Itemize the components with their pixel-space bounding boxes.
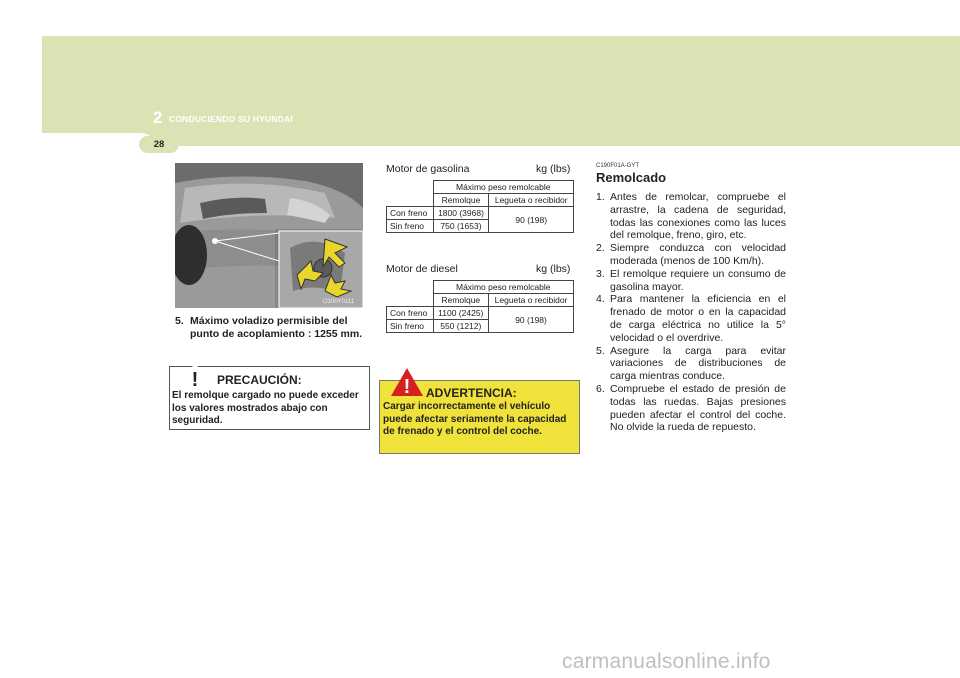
caution-triangle-icon — [178, 361, 212, 391]
table-row: Con freno 1100 (2425) 90 (198) — [387, 307, 574, 320]
list-item: 1. Antes de remolcar, compruebe el arrastre, la cadena de seguridad, todas las conexiones como las luces del remolque, freno, giro, etc. — [596, 191, 786, 242]
step5-number: 5. — [175, 315, 184, 327]
svg-text:!: ! — [191, 369, 199, 391]
gasoline-table-heading: Motor de gasolina — [386, 163, 470, 175]
section-code: C190F01A-GYT — [596, 163, 640, 169]
diesel-tow-table — [386, 280, 574, 333]
warning-box — [379, 376, 580, 454]
table-row: Con freno 1800 (3968) 90 (198) — [387, 207, 574, 220]
caution-box — [169, 366, 370, 430]
table-group-header: Máximo peso remolcable — [433, 181, 574, 194]
tongue-weight-value: 90 (198) — [489, 207, 574, 233]
car-rear-illustration — [175, 163, 363, 308]
col-header-trailer: Remolque — [433, 194, 489, 207]
header-band — [42, 36, 960, 146]
chapter-number: 2 — [153, 108, 163, 127]
table-group-header: Máximo peso remolcable — [433, 281, 574, 294]
caution-title: PRECAUCIÓN: — [217, 373, 302, 387]
diesel-table-unit: kg (lbs) — [536, 263, 571, 275]
watermark: carmanualsonline.info — [562, 650, 771, 673]
step5-text: Máximo voladizo permisible del punto de acoplamiento : 1255 mm. — [190, 315, 363, 340]
tongue-weight-value: 90 (198) — [489, 307, 574, 333]
list-item: 3. El remolque requiere un consumo de gasolina mayor. — [596, 267, 786, 293]
towing-section — [596, 163, 786, 434]
chapter-title: CONDUCIENDO SU HYUNDAI — [169, 114, 293, 124]
warning-triangle-icon — [390, 367, 424, 397]
caution-text: El remolque cargado no puede exceder los valores mostrados abajo con seguridad. — [172, 390, 359, 426]
list-item: 6. Compruebe el estado de presión de todas las ruedas. Bajas presiones pueden afectar el control del coche. No olvide la rueda de repuesto. — [596, 382, 786, 434]
list-item: 4. Para mantener la eficiencia en el frenado de motor o en la capacidad de carga eléctrica no utilice la 5° velocidad o el overdrive. — [596, 293, 786, 344]
diesel-table-heading: Motor de diesel — [386, 263, 458, 275]
col-header-tongue: Legueta o recibidor — [489, 294, 574, 307]
list-item: 2. Siempre conduzca con velocidad moderada (menos de 100 Km/h). — [596, 242, 786, 267]
warning-title: ADVERTENCIA: — [426, 386, 517, 400]
page-number: 28 — [139, 136, 179, 153]
towing-steps-list — [596, 191, 786, 434]
col-header-tongue: Legueta o recibidor — [489, 194, 574, 207]
towing-hitch-photo — [175, 163, 363, 308]
svg-text:!: ! — [403, 376, 411, 397]
list-item: 5. Asegure la carga para evitar variaciones de distribuciones de carga mientras conduce. — [596, 344, 786, 383]
gasoline-table-unit: kg (lbs) — [536, 163, 571, 175]
warning-text: Cargar incorrectamente el vehículo puede afectar seriamente la capacidad de frenado y el control del coche. — [383, 401, 567, 437]
table-row: Sin freno 750 (1653) — [387, 220, 574, 233]
table-row: Sin freno 550 (1212) — [387, 320, 574, 333]
col-header-trailer: Remolque — [433, 294, 489, 307]
step5-note — [175, 315, 365, 341]
figure-code: O100Y0111 — [323, 299, 355, 305]
section-title: Remolcado — [596, 170, 667, 185]
gasoline-tow-table — [386, 180, 574, 233]
